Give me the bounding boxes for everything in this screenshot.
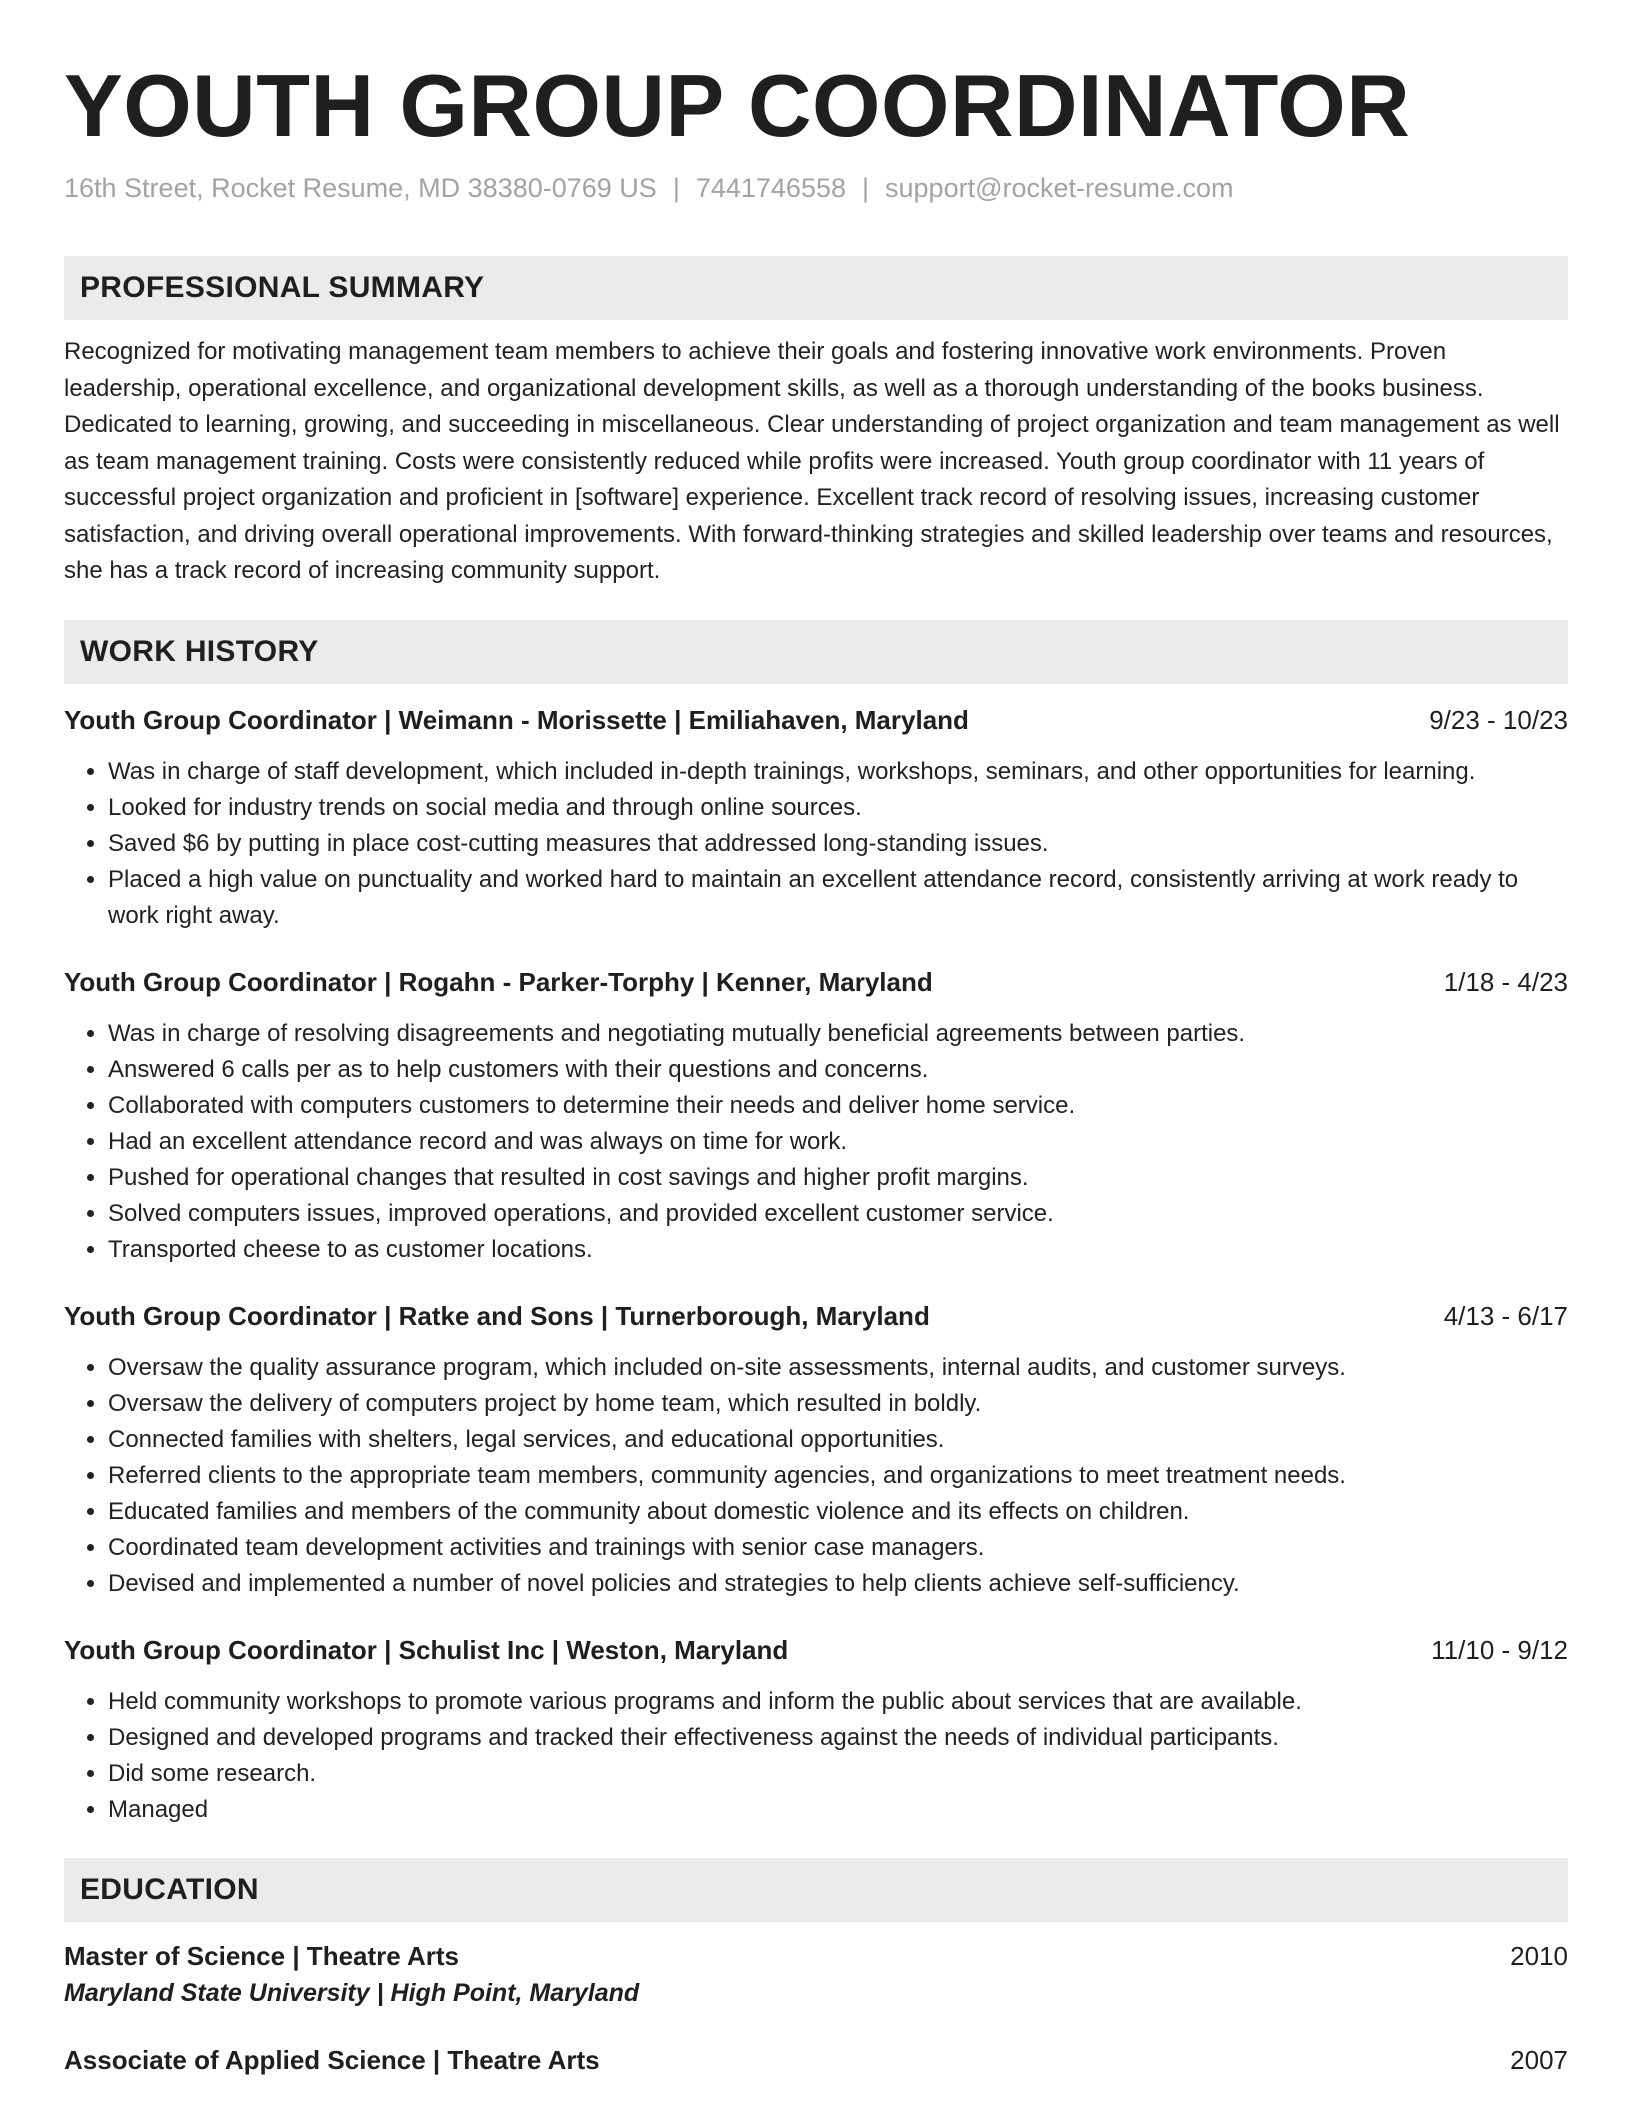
job-bullet: • Collaborated with computers customers to determine their needs and deliver home service. xyxy=(108,1088,1568,1124)
job-dates: 11/10 - 9/12 xyxy=(1431,1634,1568,1665)
job-dates: 1/18 - 4/23 xyxy=(1443,966,1568,997)
section-heading-work-history: WORK HISTORY xyxy=(64,620,1568,684)
job-bullet: • Answered 6 calls per as to help customers with their questions and concerns. xyxy=(108,1052,1568,1088)
job-bullet: • Had an excellent attendance record and was always on time for work. xyxy=(108,1124,1568,1160)
job-title: Youth Group Coordinator | Weimann - Morissette | Emiliahaven, Maryland xyxy=(64,704,969,735)
degree-title: Associate of Applied Science | Theatre Arts xyxy=(64,2044,600,2075)
job-bullet: • Managed xyxy=(108,1792,1568,1828)
graduation-year: 2010 xyxy=(1510,1940,1568,1971)
education-entry xyxy=(64,2042,1568,2078)
job-dates: 9/23 - 10/23 xyxy=(1429,704,1568,735)
job-header xyxy=(64,1298,1568,1334)
job-bullet: • Transported cheese to as customer locations. xyxy=(108,1232,1568,1268)
section-heading-summary: PROFESSIONAL SUMMARY xyxy=(64,256,1568,320)
job-bullet: • Educated families and members of the community about domestic violence and its effects on children. xyxy=(108,1494,1568,1530)
job-bullet: • Did some research. xyxy=(108,1756,1568,1792)
contact-line xyxy=(64,170,1568,206)
candidate-name: YOUTH GROUP COORDINATOR xyxy=(64,56,1411,155)
job-bullet: • Looked for industry trends on social media and through online sources. xyxy=(108,790,1568,826)
job-header xyxy=(64,1632,1568,1668)
degree-title: Master of Science | Theatre Arts xyxy=(64,1940,460,1971)
job-bullets xyxy=(64,754,1568,934)
job-dates: 4/13 - 6/17 xyxy=(1443,1300,1568,1331)
job-bullets xyxy=(64,1350,1568,1602)
job-entry xyxy=(64,964,1568,1268)
job-bullet: • Connected families with shelters, legal services, and educational opportunities. xyxy=(108,1422,1568,1458)
job-title: Youth Group Coordinator | Schulist Inc | Weston, Maryland xyxy=(64,1634,789,1665)
job-bullets xyxy=(64,1016,1568,1268)
contact-separator: | xyxy=(862,173,870,203)
job-entry xyxy=(64,702,1568,934)
address-text: 16th Street, Rocket Resume, MD 38380-0769 US xyxy=(64,173,657,203)
job-header xyxy=(64,964,1568,1000)
job-bullet: • Oversaw the delivery of computers project by home team, which resulted in boldly. xyxy=(108,1386,1568,1422)
job-bullet: • Saved $6 by putting in place cost-cutting measures that addressed long-standing issues. xyxy=(108,826,1568,862)
job-entry xyxy=(64,1298,1568,1602)
education-header xyxy=(64,1938,1568,1974)
job-bullet: • Was in charge of staff development, which included in-depth trainings, workshops, seminars, and other opportunities for learning. xyxy=(108,754,1568,790)
job-bullet: • Referred clients to the appropriate team members, community agencies, and organizations to meet treatment needs. xyxy=(108,1458,1568,1494)
job-bullet: • Pushed for operational changes that resulted in cost savings and higher profit margins. xyxy=(108,1160,1568,1196)
job-bullet: • Coordinated team development activities and trainings with senior case managers. xyxy=(108,1530,1568,1566)
job-bullet: • Designed and developed programs and tracked their effectiveness against the needs of individual participants. xyxy=(108,1720,1568,1756)
education-entry xyxy=(64,1938,1568,2012)
job-bullet: • Was in charge of resolving disagreements and negotiating mutually beneficial agreements between parties. xyxy=(108,1016,1568,1052)
job-bullets xyxy=(64,1684,1568,1828)
job-bullet: • Held community workshops to promote various programs and inform the public about services that are available. xyxy=(108,1684,1568,1720)
job-entry xyxy=(64,1632,1568,1828)
graduation-year: 2007 xyxy=(1510,2044,1568,2075)
job-bullet: • Oversaw the quality assurance program, which included on-site assessments, internal audits, and customer surveys. xyxy=(108,1350,1568,1386)
job-bullet: • Solved computers issues, improved operations, and provided excellent customer service. xyxy=(108,1196,1568,1232)
job-bullet: • Placed a high value on punctuality and worked hard to maintain an excellent attendance record, consistently arriving at work ready to work right away. xyxy=(108,862,1568,934)
school-name: Maryland State University | High Point, Maryland xyxy=(64,1978,640,2007)
phone-text: 7441746558 xyxy=(695,173,846,203)
summary-paragraph: Recognized for motivating management team members to achieve their goals and fostering innovative work environments. Proven leadership, operational excellence, and organizational development skills, as well as a thorough understanding of the books business. Dedicated to learning, growing, and succeeding in miscellaneous. Clear understanding of project organization and team management as well as team management training. Costs were consistently reduced while profits were increased. Youth group coordinator with 11 years of successful project organization and proficient in [software] experience. Excellent track record of resolving issues, increasing customer satisfaction, and driving overall operational improvements. With forward-thinking strategies and skilled leadership over teams and resources, she has a track record of increasing community support. xyxy=(64,338,1560,584)
job-title: Youth Group Coordinator | Rogahn - Parker-Torphy | Kenner, Maryland xyxy=(64,966,933,997)
contact-separator: | xyxy=(672,173,680,203)
job-header xyxy=(64,702,1568,738)
job-bullet: • Devised and implemented a number of novel policies and strategies to help clients achieve self-sufficiency. xyxy=(108,1566,1568,1602)
education-header xyxy=(64,2042,1568,2078)
email-text: support@rocket-resume.com xyxy=(885,173,1234,203)
job-title: Youth Group Coordinator | Ratke and Sons | Turnerborough, Maryland xyxy=(64,1300,930,1331)
section-heading-education: EDUCATION xyxy=(64,1858,1568,1922)
